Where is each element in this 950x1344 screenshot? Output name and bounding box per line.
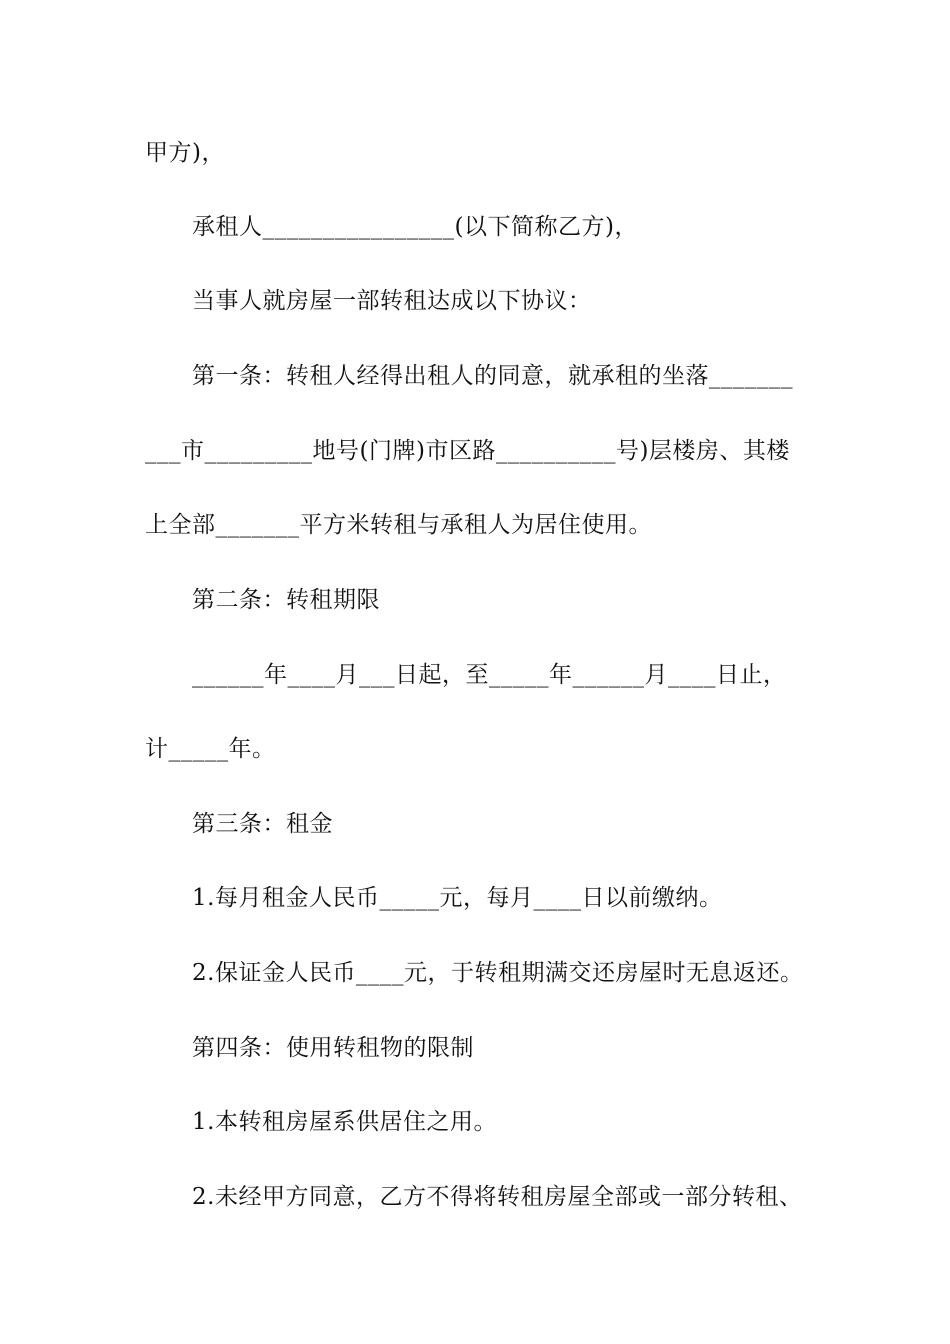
article-2-period-line-2: 计_____年。 <box>145 736 276 762</box>
article-3-heading: 第三条：租金 <box>192 811 333 837</box>
article-1-line-1: 第一条：转租人经得出租人的同意，就承租的坐落_______ <box>192 363 793 389</box>
article-3-item-1: 1.每月租金人民币_____元，每月____日以前缴纳。 <box>192 885 723 911</box>
article-4-item-1: 1.本转租房屋系供居住之用。 <box>192 1109 497 1135</box>
text-line-continuation: 甲方)， <box>145 140 225 166</box>
text-line-agreement-intro: 当事人就房屋一部转租达成以下协议： <box>192 288 592 314</box>
text-line-lessee: 承租人________________(以下简称乙方)， <box>192 214 638 240</box>
article-1-line-3: 上全部_______平方米转租与承租人为居住使用。 <box>145 512 652 538</box>
article-2-period-line-1: ______年____月___日起，至_____年______月____日止， <box>192 662 787 688</box>
article-4-item-2: 2.未经甲方同意，乙方不得将转租房屋全部或一部分转租、 <box>192 1184 803 1210</box>
article-3-item-2: 2.保证金人民币____元，于转租期满交还房屋时无息返还。 <box>192 960 804 986</box>
article-4-heading: 第四条：使用转租物的限制 <box>192 1035 474 1061</box>
article-2-heading: 第二条：转租期限 <box>192 587 380 613</box>
article-1-line-2: ___市_________地号(门牌)市区路__________号)层楼房、其楼 <box>145 438 790 464</box>
